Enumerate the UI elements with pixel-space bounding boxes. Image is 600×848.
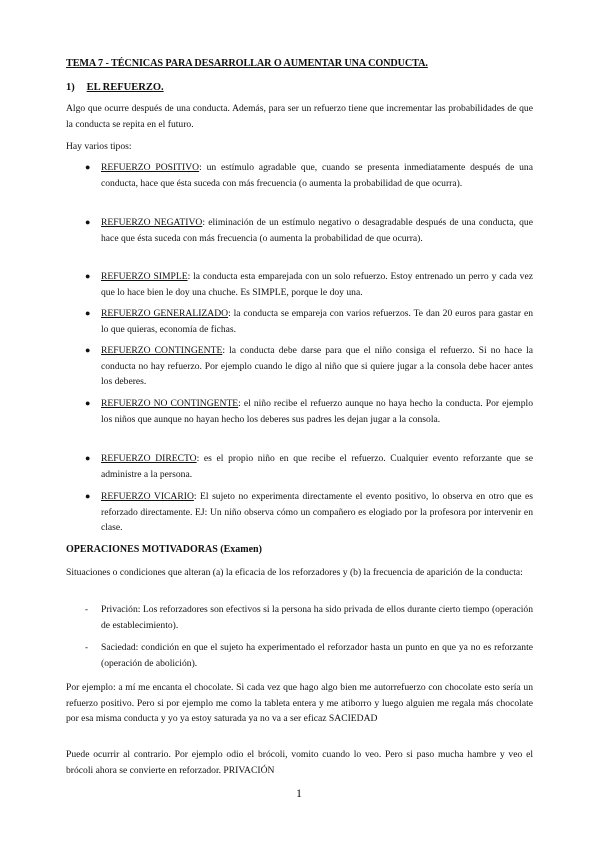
example-paragraph: Por ejemplo: a mí me encanta el chocolate. Si cada vez que hago algo bien me autorrefuerzo con chocolate esto sería un refuerzo positivo. Pero si por ejemplo me como la tableta entera y me atiborro y luego alguien me regala más chocolate por esa misma conducta y yo ya estoy saturada ya no va a ser eficaz SACIEDAD (66, 682, 533, 724)
term: REFUERZO POSITIVO (101, 162, 200, 173)
list-item (85, 489, 533, 536)
definition: Privación: Los reforzadores son efectivos si la persona ha sido privada de ellos durante cierto tiempo (operación de establecimiento). (101, 604, 533, 631)
list-item (85, 640, 533, 671)
definition: : la conducta debe darse para que el niño consiga el refuerzo. Si no hace la conducta no hay refuerzo. Por ejemplo cuando le digo al niño que si quiere jugar a la consola debe hacer antes los deberes. (101, 345, 533, 387)
section-number: 1) (66, 82, 75, 93)
term: REFUERZO CONTINGENTE (101, 345, 223, 356)
term: REFUERZO DIRECTO (101, 453, 197, 464)
list-item (85, 269, 533, 300)
types-intro: Hay varios tipos: (66, 141, 132, 152)
list-item (85, 602, 533, 633)
section-heading (66, 82, 164, 93)
term: REFUERZO NEGATIVO (101, 217, 203, 228)
list-item (85, 215, 533, 246)
bullet-icon: ● (85, 308, 91, 318)
definition: Saciedad: condición en que el sujeto ha experimentado el reforzador hasta un punto en que ya no es reforzante (operación de abolición). (101, 642, 533, 669)
definition: : es el propio niño en que recibe el refuerzo. Cualquier evento reforzante que se administre a la persona. (101, 453, 533, 480)
list-item (85, 451, 533, 482)
term: REFUERZO SIMPLE (101, 271, 188, 282)
document-title: TEMA 7 - TÉCNICAS PARA DESARROLLAR O AUMENTAR UNA CONDUCTA. (66, 58, 428, 69)
list-item (85, 160, 533, 191)
list-item (85, 306, 534, 337)
bullet-icon: ● (85, 345, 91, 355)
list-item (85, 343, 533, 390)
operations-intro: Situaciones o condiciones que alteran (a) la eficacia de los reforzadores y (b) la frecuencia de aparición de la conducta: (66, 567, 523, 578)
definition: : la conducta se empareja con varios refuerzos. Te dan 20 euros para gastar en lo que quieras, economía de fichas. (101, 308, 534, 335)
intro-paragraph: Algo que ocurre después de una conducta. Además, para ser un refuerzo tiene que incrementar las probabilidades de que la conducta se repita en el futuro. (66, 103, 533, 130)
term: REFUERZO NO CONTINGENTE (101, 398, 239, 409)
definition: : el niño recibe el refuerzo aunque no haya hecho la conducta. Por ejemplo los niños que aunque no hayan hecho los deberes sus padres les dejan jugar a la consola. (101, 398, 533, 425)
bullet-icon: ● (85, 162, 91, 172)
bullet-icon: ● (85, 453, 91, 463)
term: REFUERZO GENERALIZADO (101, 308, 229, 319)
definition: : El sujeto no experimenta directamente el evento positivo, lo observa en otro que es reforzado directamente. EJ: Un niño observa cómo un compañero es elogiado por la profesora por intervenir en clase. (101, 491, 533, 533)
list-item (85, 396, 533, 427)
example-paragraph: Puede ocurrir al contrario. Por ejemplo odio el brócoli, vomito cuando lo veo. Pero si paso mucha hambre y veo el brócoli ahora se convierte en reforzador. PRIVACIÓN (66, 749, 533, 776)
dash-icon: - (85, 604, 88, 614)
dash-icon: - (85, 642, 88, 652)
definition: : la conducta esta emparejada con un solo refuerzo. Estoy entrenado un perro y cada vez que lo hace bien le doy una chuche. Es SIMPLE, porque le doy una. (101, 271, 533, 298)
section-title: EL REFUERZO. (86, 82, 164, 93)
page-number: 1 (296, 786, 302, 800)
bullet-icon: ● (85, 491, 91, 501)
definition: : eliminación de un estímulo negativo o desagradable después de una conducta, que hace que ésta suceda con más frecuencia (o aumenta la probabilidad de que ocurra). (101, 217, 533, 244)
bullet-icon: ● (85, 217, 91, 227)
definition: : un estímulo agradable que, cuando se presenta inmediatamente después de una conducta, hace que ésta suceda con más frecuencia (o aumenta la probabilidad de que ocurra). (101, 162, 533, 189)
bullet-icon: ● (85, 271, 91, 281)
bullet-icon: ● (85, 398, 91, 408)
term: REFUERZO VICARIO (101, 491, 194, 502)
operations-heading: OPERACIONES MOTIVADORAS (Examen) (66, 544, 262, 555)
